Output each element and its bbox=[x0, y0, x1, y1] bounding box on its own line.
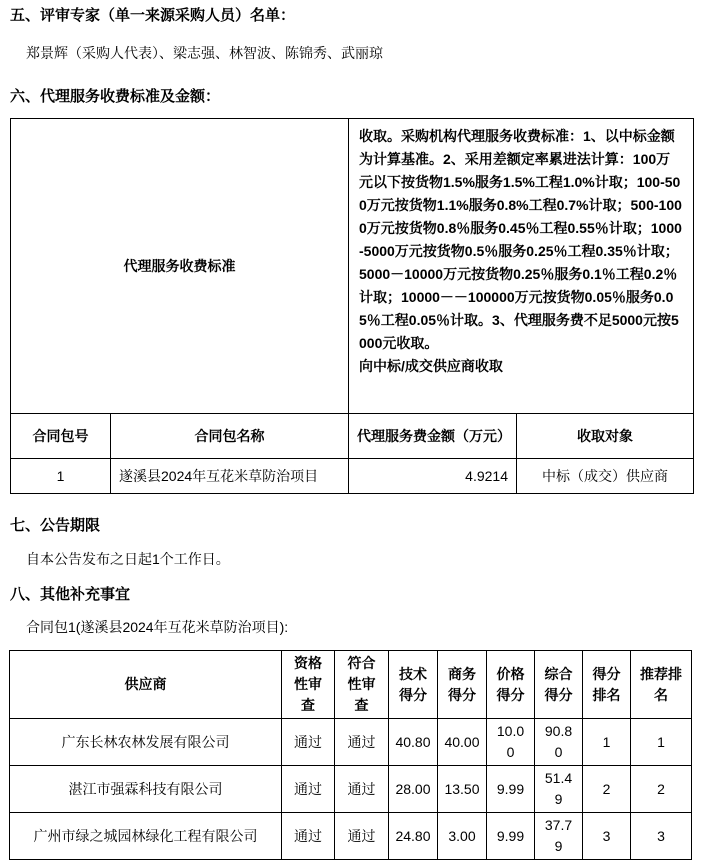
header-technical-score: 技术得分 bbox=[389, 651, 438, 719]
price-score-cell: 9.99 bbox=[487, 766, 535, 813]
technical-score-cell: 24.80 bbox=[389, 813, 438, 860]
contract-package-name-cell: 遂溪县2024年互花米草防治项目 bbox=[111, 459, 349, 494]
header-total-score: 综合得分 bbox=[535, 651, 583, 719]
compliance-cell: 通过 bbox=[335, 719, 389, 766]
qualification-cell: 通过 bbox=[282, 813, 335, 860]
score-rank-cell: 2 bbox=[583, 766, 631, 813]
recommend-rank-cell: 1 bbox=[631, 719, 692, 766]
header-agency-fee-amount: 代理服务费金额（万元） bbox=[349, 414, 517, 459]
collect-target-cell: 中标（成交）供应商 bbox=[517, 459, 694, 494]
price-score-cell: 9.99 bbox=[487, 813, 535, 860]
fee-collect-from-text: 向中标/成交供应商收取 bbox=[359, 358, 503, 374]
qualification-cell: 通过 bbox=[282, 766, 335, 813]
compliance-cell: 通过 bbox=[335, 766, 389, 813]
contract-package-no-cell: 1 bbox=[11, 459, 111, 494]
total-score-cell: 90.80 bbox=[535, 719, 583, 766]
score-table-header-row bbox=[10, 651, 692, 719]
technical-score-cell: 28.00 bbox=[389, 766, 438, 813]
supplier-name-cell: 广东长林农林发展有限公司 bbox=[10, 719, 282, 766]
expert-names-text: 郑景辉（采购人代表）、梁志强、林智波、陈锦秀、武丽琼 bbox=[26, 45, 383, 61]
fee-standard-row bbox=[11, 119, 694, 414]
fee-table-data-row bbox=[11, 459, 694, 494]
section5-heading: 五、评审专家（单一来源采购人员）名单： bbox=[10, 7, 296, 24]
header-collect-target: 收取对象 bbox=[517, 414, 694, 459]
total-score-cell: 51.49 bbox=[535, 766, 583, 813]
total-score-cell: 37.79 bbox=[535, 813, 583, 860]
header-contract-package-no: 合同包号 bbox=[11, 414, 111, 459]
recommend-rank-cell: 3 bbox=[631, 813, 692, 860]
business-score-cell: 3.00 bbox=[438, 813, 487, 860]
header-contract-package-name: 合同包名称 bbox=[111, 414, 349, 459]
fee-table-header-row bbox=[11, 414, 694, 459]
announcement-period-text: 自本公告发布之日起1个工作日。 bbox=[26, 551, 230, 567]
supplier-row-1 bbox=[10, 719, 692, 766]
recommend-rank-cell: 2 bbox=[631, 766, 692, 813]
agency-fee-amount-cell: 4.9214 bbox=[349, 459, 517, 494]
fee-standard-text-cell bbox=[349, 119, 694, 414]
technical-score-cell: 40.80 bbox=[389, 719, 438, 766]
qualification-cell: 通过 bbox=[282, 719, 335, 766]
supplier-score-table bbox=[9, 650, 692, 860]
section6-heading: 六、代理服务收费标准及金额： bbox=[10, 88, 221, 105]
supplier-name-cell: 广州市绿之城园林绿化工程有限公司 bbox=[10, 813, 282, 860]
business-score-cell: 40.00 bbox=[438, 719, 487, 766]
header-recommend-rank: 推荐排名 bbox=[631, 651, 692, 719]
header-compliance-review: 符合性审查 bbox=[335, 651, 389, 719]
package1-label: 合同包1(遂溪县2024年互花米草防治项目): bbox=[26, 619, 289, 635]
agency-fee-table bbox=[10, 118, 694, 494]
header-price-score: 价格得分 bbox=[487, 651, 535, 719]
header-supplier: 供应商 bbox=[10, 651, 282, 719]
fee-standard-label: 代理服务收费标准 bbox=[11, 119, 349, 414]
announcement-page bbox=[9, 7, 692, 860]
supplier-name-cell: 湛江市强霖科技有限公司 bbox=[10, 766, 282, 813]
price-score-cell: 10.00 bbox=[487, 719, 535, 766]
score-rank-cell: 1 bbox=[583, 719, 631, 766]
header-qualification-review: 资格性审查 bbox=[282, 651, 335, 719]
business-score-cell: 13.50 bbox=[438, 766, 487, 813]
section8-heading: 八、其他补充事宜 bbox=[10, 586, 131, 603]
fee-standard-text: 收取。采购机构代理服务收费标准：1、以中标金额为计算基准。2、采用差额定率累进法计算：100万元以下按货物1.5%服务1.5%工程1.0%计取；100-500万元按货物1.1%服务0.8%工程0.7%计取；500-1000万元按货物0.8％服务0.45％工程0.55％计取；1000-5000万元按货物0.5％服务0.25％工程0.35％计取；5000－10000万元按货物0.25％服务0.1％工程0.2％计取；10000－－100000万元按货物0.05％服务0.05％工程0.05％计取。3、代理服务费不足5000元按5000元收取。 bbox=[359, 128, 682, 351]
supplier-row-2 bbox=[10, 766, 692, 813]
compliance-cell: 通过 bbox=[335, 813, 389, 860]
supplier-row-3 bbox=[10, 813, 692, 860]
header-score-rank: 得分排名 bbox=[583, 651, 631, 719]
section7-heading: 七、公告期限 bbox=[10, 517, 101, 534]
score-rank-cell: 3 bbox=[583, 813, 631, 860]
header-business-score: 商务得分 bbox=[438, 651, 487, 719]
